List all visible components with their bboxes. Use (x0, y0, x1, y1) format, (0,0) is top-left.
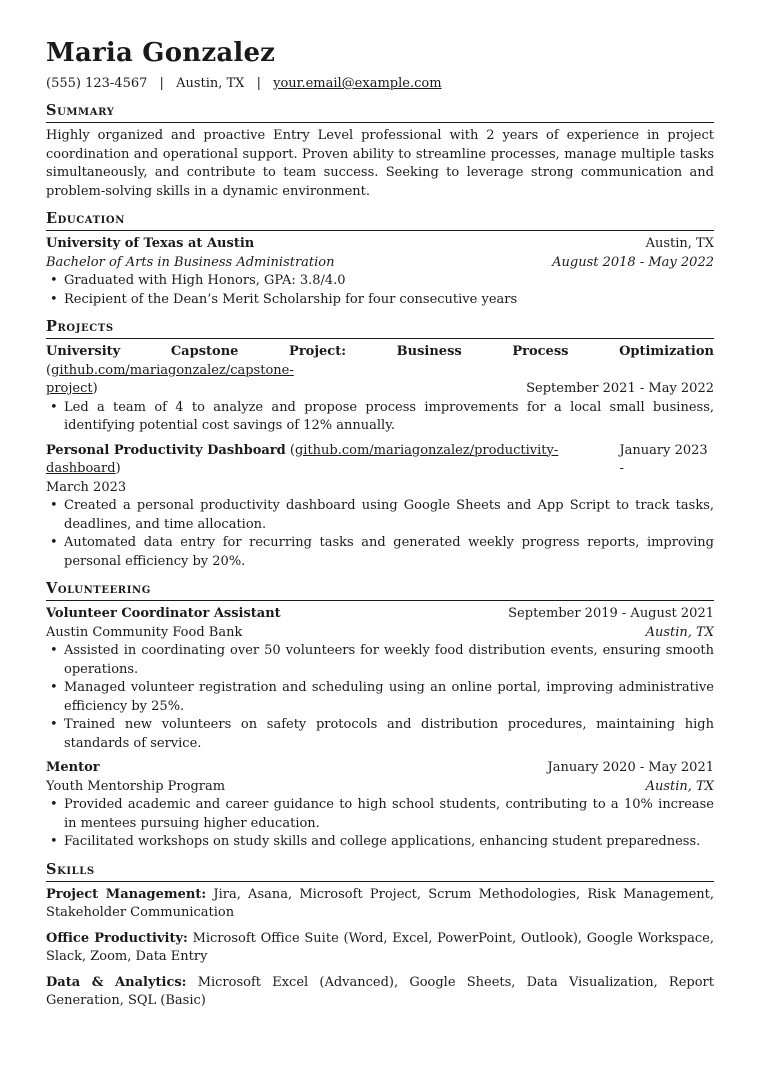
project-name: Personal Productivity Dashboard (46, 442, 286, 458)
volunteer-location: Austin, TX (645, 624, 714, 640)
contact-line (46, 75, 714, 93)
phone: (555) 123-4567 (46, 76, 148, 91)
list-item: • Automated data entry for recurring tasks and generated weekly progress reports, improving personal efficiency by 20%. (64, 534, 714, 571)
education-section (46, 209, 714, 309)
education-header (46, 235, 714, 254)
volunteer-header (46, 605, 714, 624)
education-dates: August 2018 - May 2022 (552, 254, 714, 270)
list-item: • Provided academic and career guidance to high school students, contributing to a 10% increase in mentees pursuing higher education. (64, 796, 714, 833)
list-item: • Graduated with High Honors, GPA: 3.8/4.0 (64, 272, 714, 291)
volunteer-role: Mentor (46, 760, 100, 775)
volunteer-subheader (46, 778, 714, 797)
project-entry (46, 343, 714, 436)
degree: Bachelor of Arts in Business Administration (46, 254, 335, 270)
skill-label: Data & Analytics: (46, 974, 187, 990)
list-item: • Created a personal productivity dashboard using Google Sheets and App Script to track tasks, deadlines, and time allocation. (64, 497, 714, 534)
volunteer-dates: January 2020 - May 2021 (547, 760, 714, 775)
volunteer-entry (46, 605, 714, 753)
resume-page (46, 38, 714, 1018)
skill-row (46, 930, 714, 967)
project-header: Personal Productivity Dashboard (github.com/mariagonzalez/productivity-dashboard) January 2023 - (46, 442, 714, 479)
list-item: • Assisted in coordinating over 50 volunteers for weekly food distribution events, ensuring smooth operations. (64, 642, 714, 679)
volunteer-dates: September 2019 - August 2021 (508, 606, 714, 621)
email-link[interactable]: your.email@example.com (273, 76, 442, 91)
volunteer-role: Volunteer Coordinator Assistant (46, 606, 281, 621)
skill-label: Office Productivity: (46, 930, 188, 946)
project-dates: September 2021 - May 2022 (526, 381, 714, 396)
section-title-skills: Skills (46, 860, 714, 882)
section-title-education: Education (46, 209, 714, 231)
separator: | (256, 76, 261, 91)
skill-row (46, 974, 714, 1011)
candidate-name: Maria Gonzalez (46, 38, 276, 68)
project-bullets (46, 497, 714, 571)
skill-text: Jira, Asana, Microsoft Project, Scrum Methodologies, Risk Management, Stakeholder Communication (46, 886, 714, 920)
volunteer-header (46, 759, 714, 778)
summary-text: Highly organized and proactive Entry Level professional with 2 years of experience in project coordination and operational support. Proven ability to streamline processes, manage multiple tasks simultaneously, and contribute to team success. Seeking to leverage strong communication and problem-solving skills in a dynamic environment. (46, 128, 714, 199)
projects-section (46, 317, 714, 571)
summary-section (46, 101, 714, 201)
volunteer-subheader (46, 624, 714, 643)
section-title-projects: Projects (46, 317, 714, 339)
project-dates: January 2023 - (619, 442, 708, 476)
volunteer-bullets (46, 796, 714, 852)
separator: | (159, 76, 164, 91)
list-item: • Managed volunteer registration and scheduling using an online portal, improving administrative efficiency by 25%. (64, 679, 714, 716)
volunteer-location: Austin, TX (645, 778, 714, 794)
project-name: University Capstone Project: Business Process Optimization (46, 344, 714, 359)
volunteer-entry (46, 759, 714, 852)
skill-row (46, 886, 714, 923)
school-location: Austin, TX (645, 236, 714, 251)
project-link[interactable]: github.com/mariagonzalez/productivity-dashboard (46, 442, 559, 476)
school-name: University of Texas at Austin (46, 236, 255, 251)
education-subheader (46, 254, 714, 273)
skill-label: Project Management: (46, 886, 207, 902)
education-bullets (46, 272, 714, 309)
skill-text: Microsoft Excel (Advanced), Google Sheets, Data Visualization, Report Generation, SQL (Basic) (46, 974, 714, 1008)
volunteer-org: Youth Mentorship Program (46, 778, 226, 794)
location: Austin, TX (176, 76, 245, 91)
section-title-summary: Summary (46, 101, 714, 123)
project-header-cont: project) September 2021 - May 2022 (46, 380, 714, 399)
project-dates-cont: March 2023 (46, 479, 127, 495)
project-header: University Capstone Project: Business Process Optimization (github.com/mariagonzalez/capstone- (46, 344, 714, 378)
list-item: • Led a team of 4 to analyze and propose process improvements for a local small business, identifying potential cost savings of 12% annually. (64, 399, 714, 436)
project-bullets (46, 399, 714, 436)
list-item: • Recipient of the Dean’s Merit Scholarship for four consecutive years (64, 291, 714, 310)
list-item: • Trained new volunteers on safety protocols and distribution procedures, maintaining high standards of service. (64, 716, 714, 753)
list-item: • Facilitated workshops on study skills and college applications, enhancing student preparedness. (64, 833, 714, 852)
skill-text: Microsoft Office Suite (Word, Excel, PowerPoint, Outlook), Google Workspace, Slack, Zoom, Data Entry (46, 930, 714, 964)
volunteering-section (46, 579, 714, 852)
skills-section (46, 860, 714, 1011)
volunteer-bullets (46, 642, 714, 753)
volunteer-org: Austin Community Food Bank (46, 624, 243, 640)
project-link[interactable]: github.com/mariagonzalez/capstone- (51, 362, 294, 378)
project-entry (46, 442, 714, 572)
section-title-volunteering: Volunteering (46, 579, 714, 601)
project-link-cont[interactable]: project (46, 381, 93, 396)
